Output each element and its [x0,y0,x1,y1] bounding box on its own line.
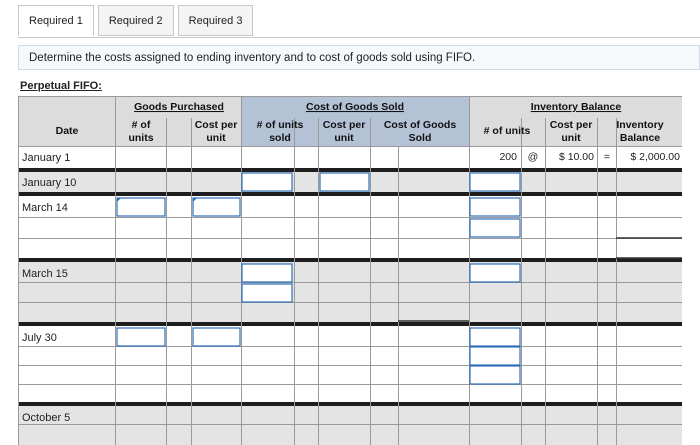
equals-symbol: = [603,151,611,163]
date-header: Date [55,125,79,137]
cogs-units-header: sold [269,132,291,144]
gp-cost-input[interactable] [193,198,240,216]
date-cell: March 15 [22,268,68,280]
date-cell: March 14 [22,202,68,214]
gp-units-input[interactable] [117,328,165,346]
tab-required-2[interactable]: Required 2 [98,5,174,36]
ib-units-input[interactable] [470,366,520,384]
tab-bar [18,5,257,38]
cogs-total-header: Cost of Goods [383,119,457,131]
ib-cost-header: unit [561,132,581,144]
ib-balance-value: $ 2,000.00 [630,151,680,163]
row-separator [18,258,682,262]
ib-units-value: 200 [499,151,517,163]
ib-units-input[interactable] [470,264,520,282]
cogs-cost-input[interactable] [320,173,369,191]
ib-units-input[interactable] [470,219,520,237]
ib-units-input[interactable] [470,198,520,216]
ib-units-input[interactable] [470,173,520,191]
date-cell: October 5 [22,412,71,424]
ib-units-input[interactable] [470,347,520,365]
cogs-cost-header: unit [334,132,354,144]
cogs-units-input[interactable] [242,173,292,191]
tab-required-1[interactable]: Required 1 [18,5,94,36]
date-header-bg [18,96,115,146]
row-separator [18,402,682,406]
instruction-text: Determine the costs assigned to ending inventory and to cost of goods sold using FIFO. [18,45,700,70]
cogs-units-input[interactable] [242,284,292,302]
ib-cost-header: Cost per [549,119,593,131]
cogs-total-header: Sold [408,132,432,144]
table-title: Perpetual FIFO: [20,80,102,92]
row-bg [18,262,682,322]
date-cell: January 10 [22,177,77,189]
ib-units-header: # of units [483,125,531,137]
gp-units-input[interactable] [117,198,165,216]
fifo-worksheet [18,96,700,445]
ib-cost-value: $ 10.00 [558,151,594,163]
gp-units-header: # of [131,119,151,131]
cogs-units-header: # of units [256,119,304,131]
gp-units-header: units [128,132,154,144]
goods-purchased-header: Goods Purchased [134,101,224,113]
date-cell: July 30 [22,332,57,344]
at-symbol: @ [527,151,539,163]
ib-units-input[interactable] [470,328,520,346]
gp-cost-header: unit [206,132,226,144]
ib-balance-header: Balance [619,132,661,144]
gp-cost-header: Cost per [194,119,238,131]
gp-cost-input[interactable] [193,328,240,346]
row-bg [18,406,682,445]
ib-balance-header: Inventory [616,119,664,131]
cogs-cost-header: Cost per [322,119,366,131]
tab-required-3[interactable]: Required 3 [178,5,254,36]
row-separator [18,322,682,326]
cogs-units-input[interactable] [242,264,292,282]
cogs-header: Cost of Goods Sold [306,101,404,113]
tab-divider [18,37,700,38]
row-separator [18,168,682,172]
fifo-grid [18,96,700,445]
row-separator [18,192,682,196]
date-cell: January 1 [22,152,71,164]
inventory-balance-header: Inventory Balance [530,101,622,113]
